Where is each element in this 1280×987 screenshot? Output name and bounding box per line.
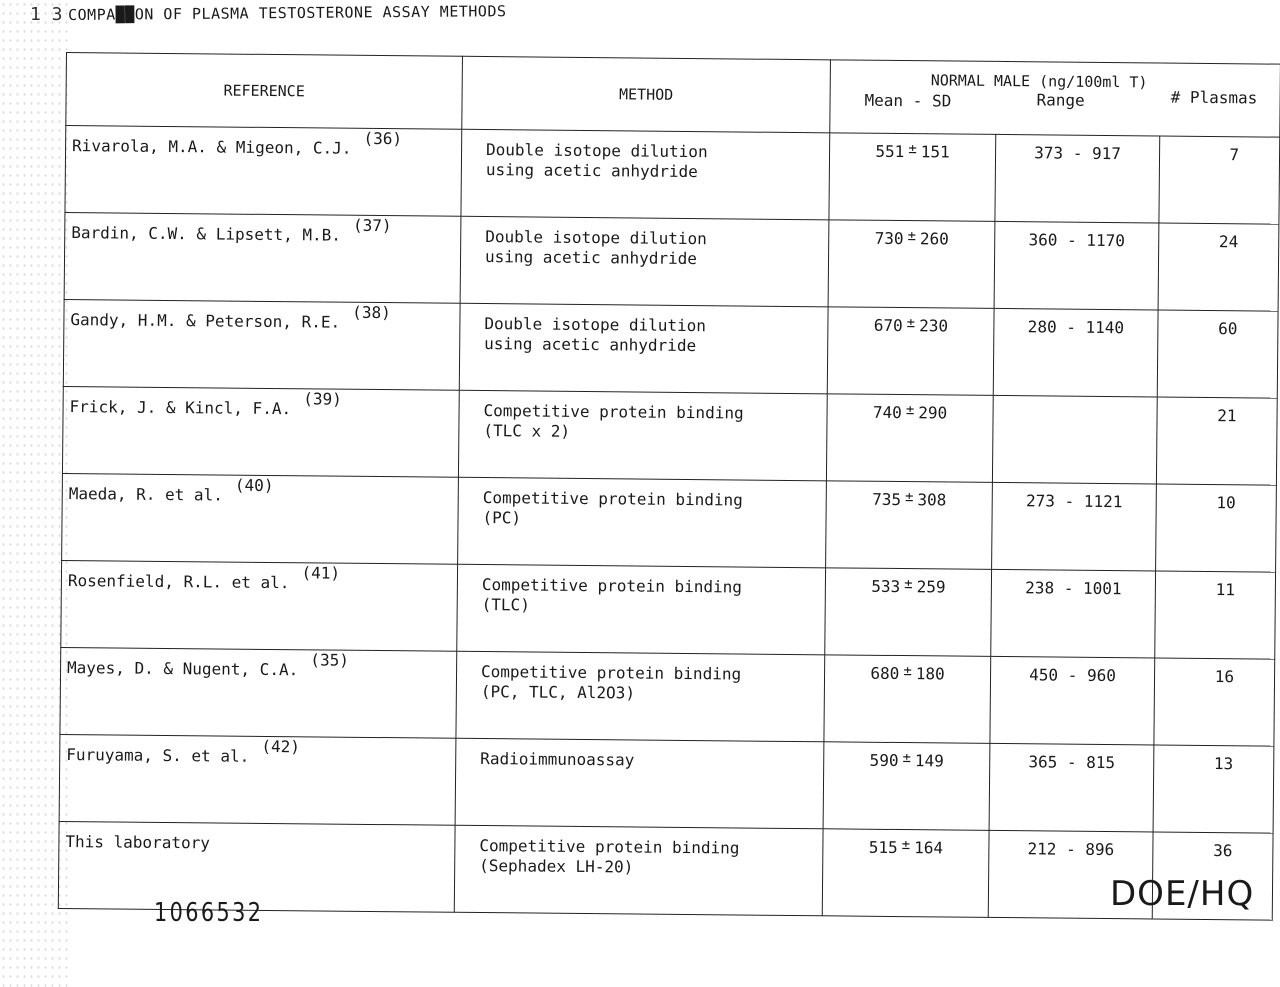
plus-minus-sign: ± <box>904 489 914 506</box>
cell-method <box>456 651 825 742</box>
margin-mark: 1 3 <box>30 4 63 25</box>
cell-plasma-count: 13 <box>1153 745 1274 833</box>
table-row <box>59 734 1274 833</box>
mean-value: 740 <box>872 402 902 423</box>
cell-plasma-count: 60 <box>1157 310 1278 398</box>
mean-value: 680 <box>870 663 900 684</box>
cell-range: 360 - 1170 <box>994 221 1159 310</box>
cell-plasma-count: 16 <box>1154 658 1275 746</box>
table-row <box>62 386 1277 485</box>
cell-range: 238 - 1001 <box>991 569 1156 658</box>
mean-value: 533 <box>871 576 901 597</box>
reference-number: (36) <box>363 128 403 149</box>
plus-minus-sign: ± <box>904 576 913 593</box>
sd-value: 164 <box>914 838 944 858</box>
method-line-1: Competitive protein binding <box>480 662 742 684</box>
cell-reference <box>59 734 456 825</box>
mean-value: 515 <box>868 837 898 858</box>
sd-value: 180 <box>915 664 945 684</box>
cell-mean-sd <box>826 481 993 570</box>
plus-minus-sign: ± <box>907 228 917 245</box>
cell-range: 280 - 1140 <box>993 308 1158 397</box>
table-body <box>58 126 1279 921</box>
method-line-1: Double isotope dilution <box>485 140 708 162</box>
cell-reference <box>61 560 458 651</box>
header-mean-sd: Mean - SD <box>864 90 952 111</box>
cell-method <box>458 390 827 481</box>
cell-range: 273 - 1121 <box>992 482 1157 571</box>
header-normal-male <box>830 60 1280 137</box>
method-line-1: Double isotope dilution <box>485 227 707 249</box>
cell-reference <box>65 126 462 217</box>
sd-value: 149 <box>914 751 944 771</box>
method-line-2: using acetic anhydride <box>484 247 698 269</box>
cell-mean-sd <box>826 394 993 483</box>
cell-mean-sd <box>829 133 996 222</box>
header-normal-male-label: NORMAL MALE (ng/100ml T) <box>930 71 1148 92</box>
plus-minus-sign: ± <box>905 402 915 419</box>
table-row <box>62 473 1277 572</box>
cell-method <box>461 129 830 220</box>
method-line-1: Radioimmunoassay <box>480 749 635 770</box>
reference-number: (39) <box>303 389 342 409</box>
method-line-1: Competitive protein binding <box>481 575 743 597</box>
reference-authors: Bardin, C.W. & Lipsett, M.B. <box>71 223 342 245</box>
cell-method <box>457 564 826 655</box>
cell-range <box>992 395 1157 484</box>
cell-reference <box>62 473 459 564</box>
table-row <box>60 647 1275 746</box>
header-reference: REFERENCE <box>66 53 463 130</box>
reference-authors: Gandy, H.M. & Peterson, R.E. <box>70 310 341 332</box>
cell-reference <box>60 647 457 738</box>
sd-value: 259 <box>916 577 946 597</box>
document-title: COMPA██ON OF PLASMA TESTOSTERONE ASSAY METHODS <box>68 2 507 24</box>
cell-plasma-count: 24 <box>1158 223 1279 311</box>
plus-minus-sign: ± <box>903 663 912 680</box>
mean-value: 551 <box>875 141 905 162</box>
method-line-2: (Sephadex LH-20) <box>479 856 634 877</box>
reference-authors: Mayes, D. & Nugent, C.A. <box>67 658 299 680</box>
method-line-2: (TLC x 2) <box>483 421 571 441</box>
cell-plasma-count: 36 <box>1152 832 1273 920</box>
plus-minus-sign: ± <box>901 837 911 854</box>
doe-hq-stamp: DOE/HQ <box>1110 874 1255 914</box>
method-line-2: using acetic anhydride <box>484 334 697 356</box>
cell-plasma-count: 11 <box>1155 571 1276 659</box>
method-line-1: Competitive protein binding <box>483 401 744 423</box>
reference-number: (37) <box>352 215 392 236</box>
table-row <box>65 126 1280 225</box>
cell-range: 450 - 960 <box>990 656 1155 745</box>
cell-reference <box>64 212 461 303</box>
header-range: Range <box>1036 90 1085 110</box>
cell-method <box>460 216 829 307</box>
cell-method <box>455 738 824 829</box>
method-line-1: Competitive protein binding <box>479 836 740 858</box>
reference-number: (35) <box>310 650 349 670</box>
document-id-number: 1066532 <box>154 898 264 928</box>
method-line-1: Competitive protein binding <box>482 488 743 510</box>
cell-mean-sd <box>827 307 994 396</box>
cell-method <box>458 477 827 568</box>
reference-authors: Maeda, R. et al. <box>68 484 223 505</box>
mean-value: 735 <box>872 489 902 510</box>
sd-value: 308 <box>917 490 947 510</box>
table-row <box>64 212 1279 311</box>
reference-number: (40) <box>234 475 274 496</box>
cell-mean-sd <box>824 655 991 744</box>
assay-comparison-table-wrapper <box>58 52 1280 877</box>
method-line-2: (PC) <box>482 508 522 528</box>
mean-value: 590 <box>869 750 899 771</box>
cell-reference <box>62 386 459 477</box>
header-method: METHOD <box>462 56 831 133</box>
reference-number: (41) <box>301 563 341 583</box>
cell-range: 373 - 917 <box>995 134 1160 223</box>
sd-value: 151 <box>920 142 950 162</box>
reference-number: (38) <box>352 302 391 323</box>
cell-mean-sd <box>825 568 992 657</box>
method-line-2: using acetic anhydride <box>485 160 698 182</box>
table-row <box>63 299 1278 398</box>
method-line-1: Double isotope dilution <box>484 314 707 336</box>
cell-range: 212 - 896 <box>988 830 1153 919</box>
cell-reference <box>63 299 460 390</box>
sd-value: 260 <box>919 229 949 249</box>
mean-value: 670 <box>873 315 903 336</box>
assay-comparison-table <box>58 52 1280 921</box>
cell-mean-sd <box>823 742 990 831</box>
header-plasma-count: # Plasmas <box>1170 87 1258 108</box>
table-row <box>61 560 1276 659</box>
method-line-2: (TLC) <box>481 595 530 615</box>
reference-number: (42) <box>261 736 300 757</box>
plus-minus-sign: ± <box>908 141 917 158</box>
plus-minus-sign: ± <box>906 315 916 332</box>
reference-authors: Furuyama, S. et al. <box>66 745 250 766</box>
cell-method <box>454 825 823 916</box>
cell-plasma-count: 21 <box>1156 397 1277 485</box>
cell-plasma-count: 7 <box>1159 136 1280 224</box>
reference-authors: Frick, J. & Kincl, F.A. <box>69 397 292 419</box>
method-line-2: (PC, TLC, Al2O3) <box>480 682 636 703</box>
sd-value: 290 <box>918 403 948 423</box>
sd-value: 230 <box>919 316 949 336</box>
reference-authors: This laboratory <box>65 832 211 853</box>
mean-value: 730 <box>874 228 904 249</box>
reference-authors: Rivarola, M.A. & Migeon, C.J. <box>72 136 352 158</box>
table-header-row <box>66 53 1280 138</box>
cell-range: 365 - 815 <box>989 743 1154 832</box>
cell-method <box>459 303 828 394</box>
reference-authors: Rosenfield, R.L. et al. <box>67 571 290 593</box>
plus-minus-sign: ± <box>902 750 912 767</box>
cell-mean-sd <box>828 220 995 309</box>
cell-plasma-count: 10 <box>1156 484 1277 572</box>
cell-mean-sd <box>822 829 989 918</box>
